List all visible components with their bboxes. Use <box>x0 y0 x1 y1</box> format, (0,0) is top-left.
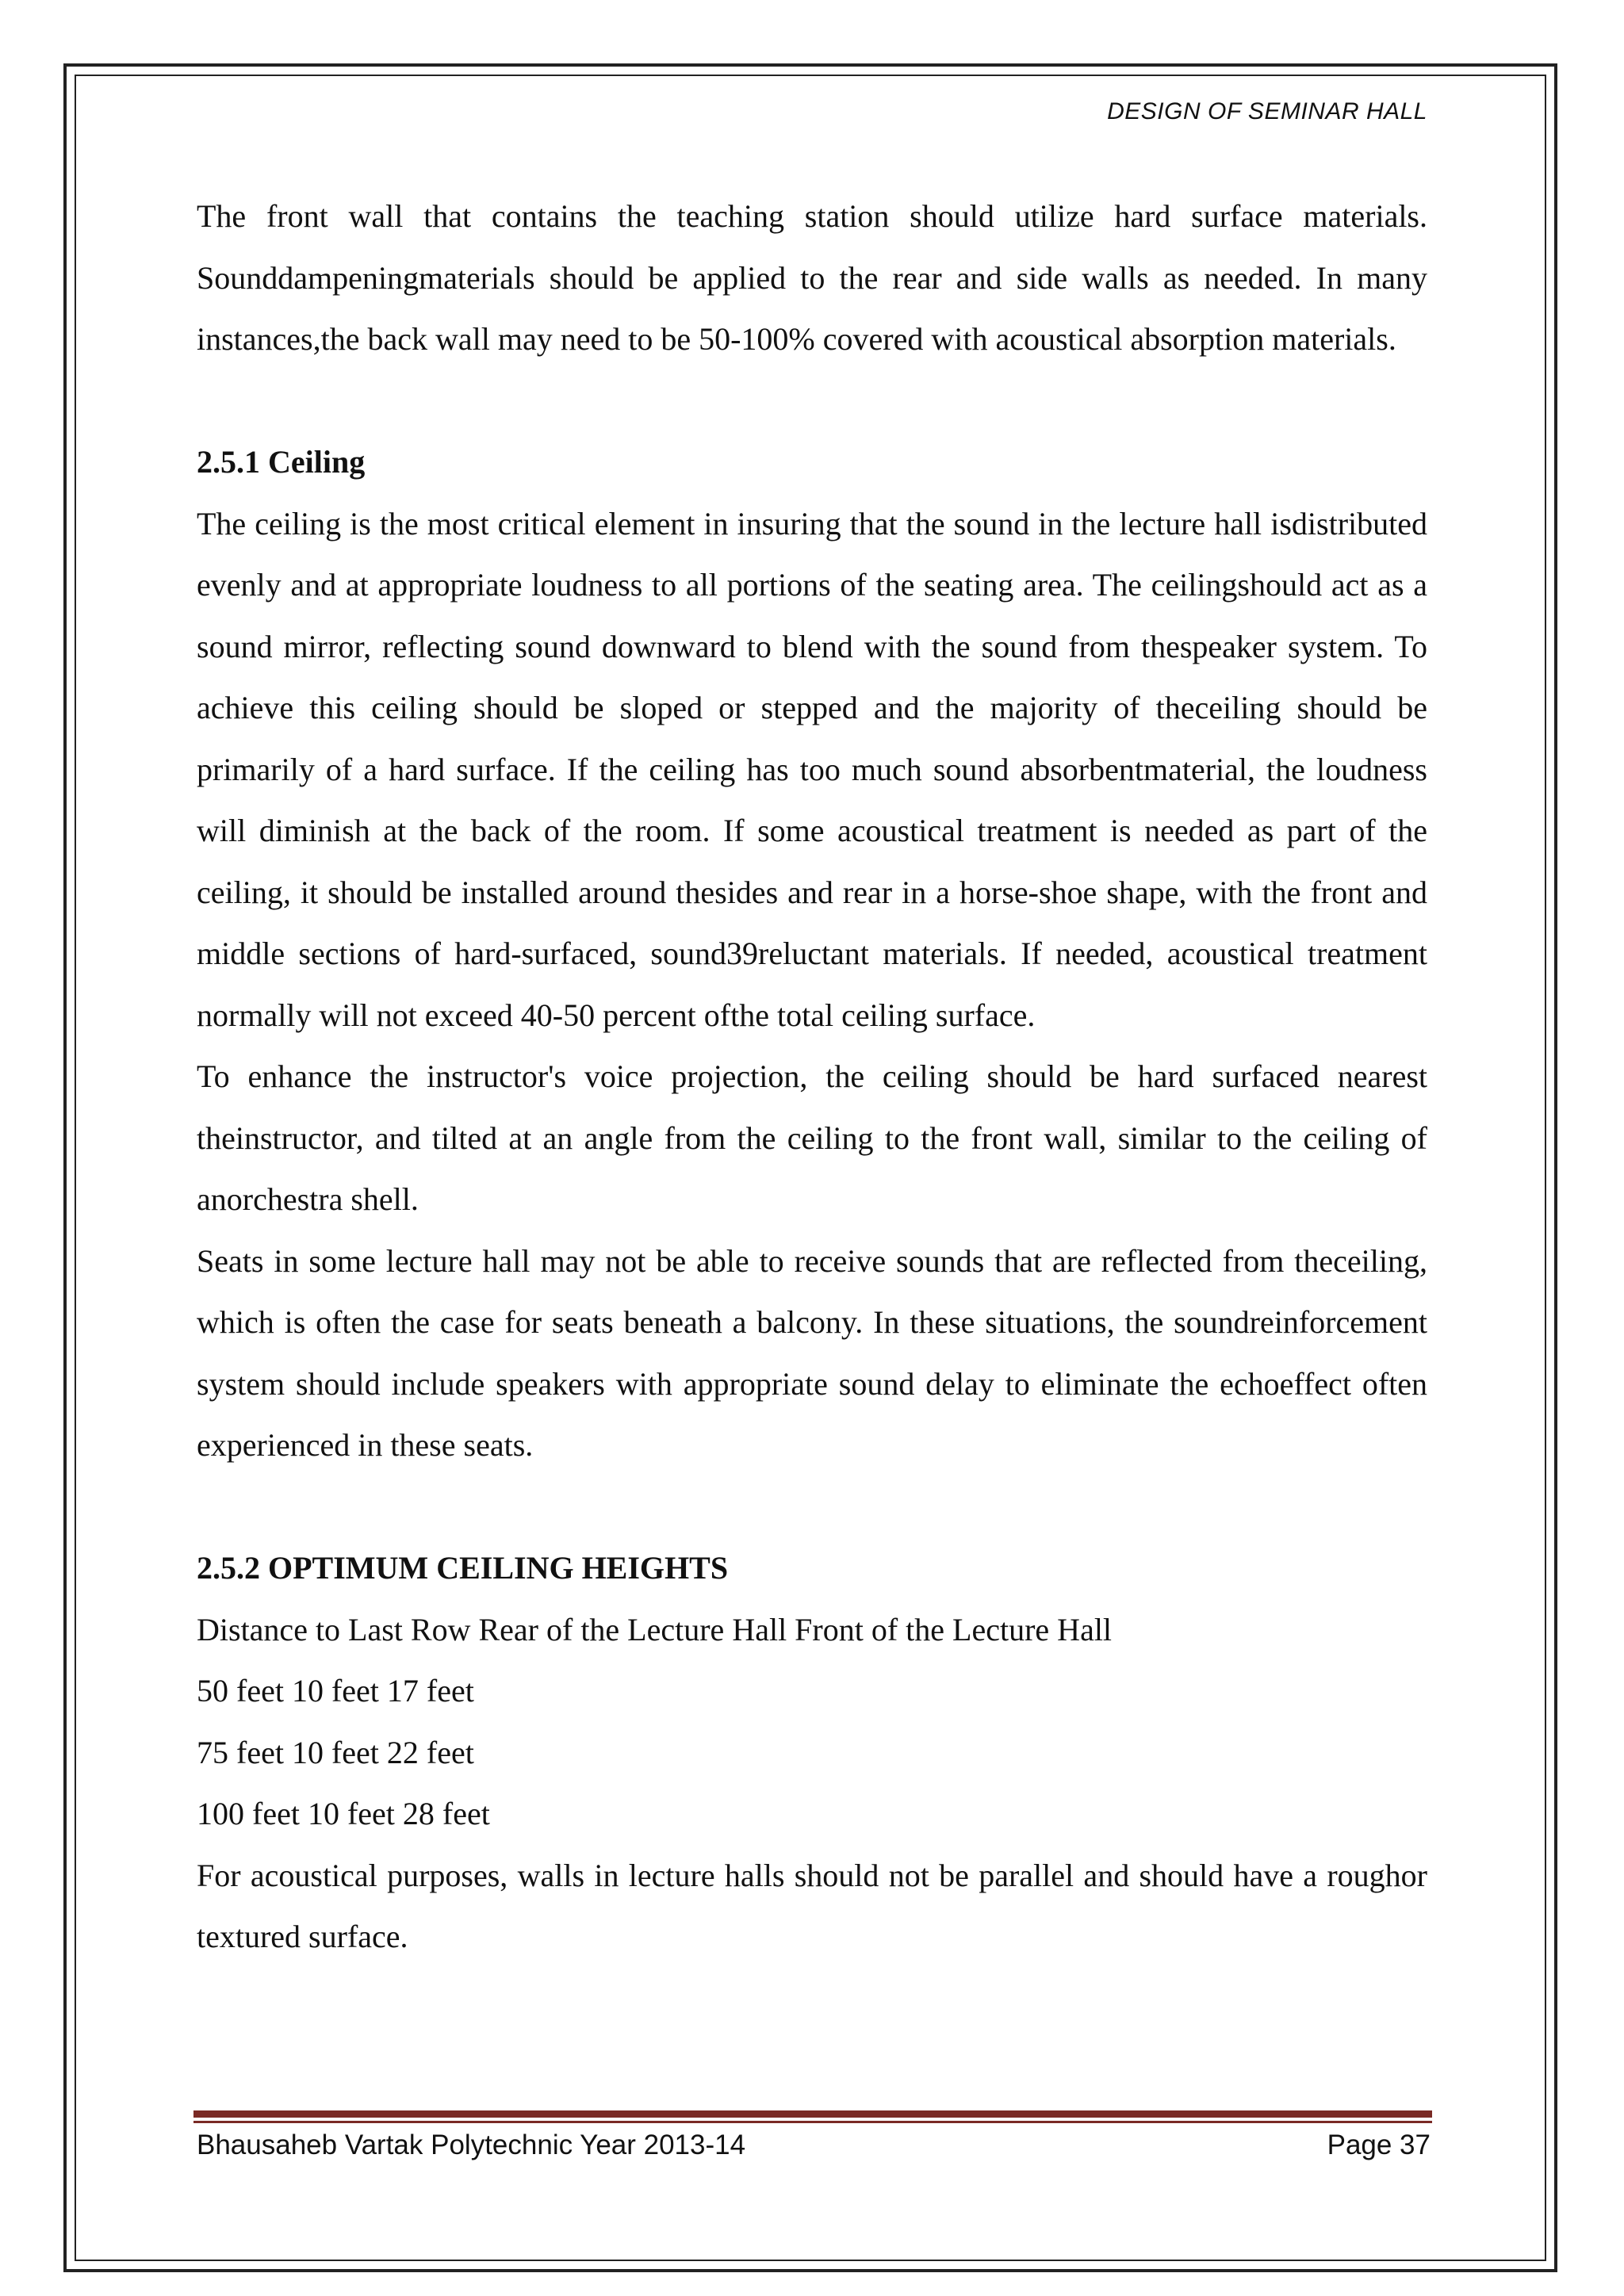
page-number: Page 37 <box>1327 2130 1431 2160</box>
section-heading-ceiling: 2.5.1 Ceiling <box>197 444 366 480</box>
section-gap <box>197 1476 1427 1538</box>
heights-row: 100 feet 10 feet 28 feet <box>197 1796 490 1831</box>
page-content <box>197 186 1427 1968</box>
ceiling-paragraph-1: The ceiling is the most critical element in insuring that the sound in the lecture hall isdistributed evenly and at appropriate loudness to all portions of the seating area. The ceilingshould act as a sound mirror, reflecting sound downward to blend with the sound from thespeaker system. To achieve this ceiling should be sloped or stepped and the majority of theceiling should be primarily of a hard surface. If the ceiling has too much sound absorbentmaterial, the loudness will diminish at the back of the room. If some acoustical treatment is needed as part of the ceiling, it should be installed around thesides and rear in a horse-shoe shape, with the front and middle sections of hard-surfaced, sound39reluctant materials. If needed, acoustical treatment normally will not exceed 40-50 percent ofthe total ceiling surface. <box>197 505 1427 1033</box>
ceiling-paragraph-3: Seats in some lecture hall may not be able to receive sounds that are reflected from theceiling, which is often the case for seats beneath a balcony. In these situations, the soundreinforcement system should include speakers with appropriate sound delay to eliminate the echoeffect often experienced in these seats. <box>197 1242 1427 1463</box>
section-gap <box>197 370 1427 432</box>
footer-institution: Bhausaheb Vartak Polytechnic Year 2013-14 <box>197 2130 746 2160</box>
heights-table-header: Distance to Last Row Rear of the Lecture Hall Front of the Lecture Hall <box>197 1611 1113 1647</box>
heights-row: 75 feet 10 feet 22 feet <box>197 1734 474 1770</box>
footer-rule-thick <box>193 2110 1432 2118</box>
heights-row: 50 feet 10 feet 17 feet <box>197 1673 474 1709</box>
closing-paragraph: For acoustical purposes, walls in lecture halls should not be parallel and should have a roughor textured surface. <box>197 1857 1427 1954</box>
ceiling-paragraph-2: To enhance the instructor's voice projection, the ceiling should be hard surfaced nearest theinstructor, and tilted at an angle from the ceiling to the front wall, similar to the ceiling of anorchestra shell. <box>197 1058 1427 1217</box>
intro-paragraph: The front wall that contains the teaching station should utilize hard surface materials. Sounddampeningmaterials should be applied to the rear and side walls as needed. In many instances,the back wall may need to be 50-100% covered with acoustical absorption materials. <box>197 198 1427 357</box>
footer-rule-thin <box>193 2121 1432 2123</box>
running-header: DESIGN OF SEMINAR HALL <box>1107 98 1427 124</box>
section-heading-ceiling-heights: 2.5.2 OPTIMUM CEILING HEIGHTS <box>197 1550 729 1586</box>
